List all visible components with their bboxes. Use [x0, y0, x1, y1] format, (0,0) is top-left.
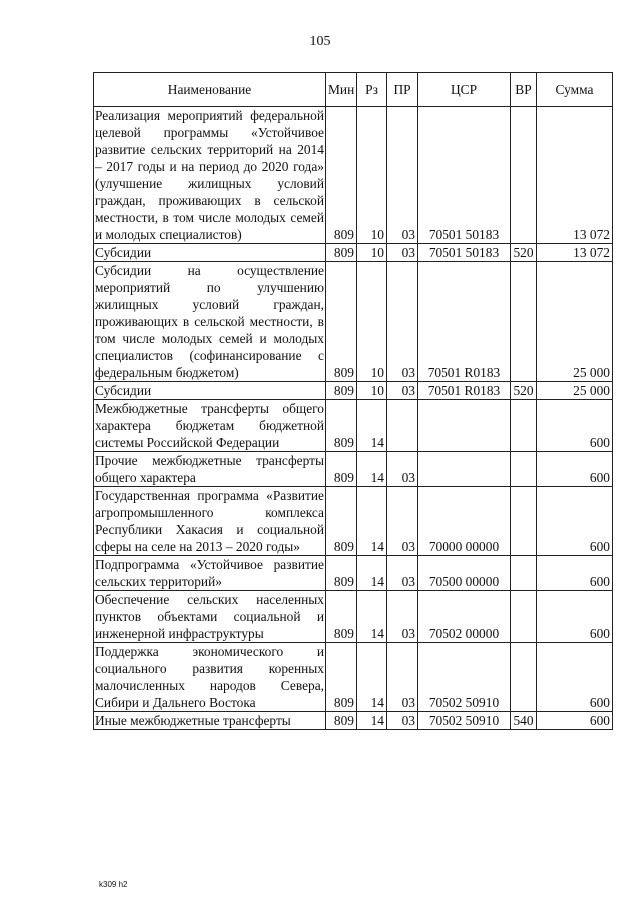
row-min: 809 — [326, 487, 357, 556]
row-vr — [511, 400, 537, 452]
row-vr — [511, 556, 537, 591]
row-min: 809 — [326, 262, 357, 382]
row-rz: 10 — [357, 107, 387, 244]
row-csr: 70500 00000 — [418, 556, 511, 591]
row-name: Поддержка экономического и социального развития коренных малочисленных народов Севера, Сибири и Дальнего Востока — [95, 644, 324, 710]
row-rz: 14 — [357, 556, 387, 591]
row-pr: 03 — [387, 591, 418, 643]
row-rz: 14 — [357, 591, 387, 643]
row-sum: 600 — [537, 643, 613, 712]
row-csr: 70501 50183 — [418, 244, 511, 262]
table-row — [94, 262, 613, 382]
table-row — [94, 591, 613, 643]
table-row — [94, 643, 613, 712]
row-min: 809 — [326, 712, 357, 730]
row-sum: 13 072 — [537, 107, 613, 244]
column-header-sum: Сумма — [537, 73, 613, 107]
row-name: Субсидии — [94, 244, 326, 262]
row-name: Обеспечение сельских населенных пунктов объектами социальной и инженерной инфраструктуры — [95, 592, 324, 641]
row-name: Прочие межбюджетные трансферты общего характера — [95, 453, 324, 485]
row-vr — [511, 487, 537, 556]
row-sum: 25 000 — [537, 382, 613, 400]
row-rz: 14 — [357, 643, 387, 712]
row-min: 809 — [326, 382, 357, 400]
row-vr — [511, 107, 537, 244]
row-name: Подпрограмма «Устойчивое развитие сельских территорий» — [95, 557, 324, 589]
row-csr: 70502 00000 — [418, 591, 511, 643]
row-vr — [511, 262, 537, 382]
column-header-pr: ПР — [387, 73, 418, 107]
row-pr: 03 — [387, 244, 418, 262]
row-rz: 10 — [357, 244, 387, 262]
row-csr: 70501 50183 — [418, 107, 511, 244]
row-csr: 70502 50910 — [418, 712, 511, 730]
row-sum: 600 — [537, 400, 613, 452]
footer-code: k309 h2 — [99, 880, 128, 889]
row-pr: 03 — [387, 382, 418, 400]
row-csr: 70502 50910 — [418, 643, 511, 712]
row-min: 809 — [326, 591, 357, 643]
column-header-vr: ВР — [511, 73, 537, 107]
row-pr: 03 — [387, 487, 418, 556]
row-pr: 03 — [387, 556, 418, 591]
row-pr — [387, 400, 418, 452]
row-sum: 600 — [537, 556, 613, 591]
table-body — [94, 107, 613, 730]
table-row — [94, 107, 613, 244]
row-sum: 25 000 — [537, 262, 613, 382]
column-header-rz: Рз — [357, 73, 387, 107]
row-vr — [511, 591, 537, 643]
column-header-csr: ЦСР — [418, 73, 511, 107]
column-header-name: Наименование — [94, 73, 326, 107]
row-rz: 10 — [357, 382, 387, 400]
row-vr: 520 — [511, 382, 537, 400]
row-min: 809 — [326, 244, 357, 262]
row-sum: 600 — [537, 591, 613, 643]
row-vr: 520 — [511, 244, 537, 262]
row-csr — [418, 452, 511, 487]
table-row — [94, 556, 613, 591]
row-csr: 70501 R0183 — [418, 262, 511, 382]
row-vr — [511, 643, 537, 712]
row-vr — [511, 452, 537, 487]
row-pr: 03 — [387, 452, 418, 487]
row-csr: 70000 00000 — [418, 487, 511, 556]
row-name: Субсидии на осуществление мероприятий по улучшению жилищных условий граждан, проживающих в сельской местности, в том числе молодых семей и молодых специалистов (софинансирование с федеральным бюджетом) — [95, 263, 324, 380]
row-rz: 14 — [357, 487, 387, 556]
row-rz: 10 — [357, 262, 387, 382]
row-csr — [418, 400, 511, 452]
row-min: 809 — [326, 400, 357, 452]
row-rz: 14 — [357, 712, 387, 730]
budget-table — [93, 72, 613, 730]
row-sum: 600 — [537, 712, 613, 730]
row-min: 809 — [326, 643, 357, 712]
row-csr: 70501 R0183 — [418, 382, 511, 400]
table-row — [94, 712, 613, 730]
row-vr: 540 — [511, 712, 537, 730]
row-name: Межбюджетные трансферты общего характера бюджетам бюджетной системы Российской Федерации — [95, 401, 324, 450]
row-name: Реализация мероприятий федеральной целевой программы «Устойчивое развитие сельских территорий на 2014 – 2017 годы и на период до 2020 года» (улучшение жилищных условий граждан, проживающих в сельской местности, в том числе молодых семей и молодых специалистов) — [95, 108, 324, 242]
row-name: Государственная программа «Развитие агропромышленного комплекса Республики Хакасия и социальной сферы на селе на 2013 – 2020 годы» — [95, 488, 324, 554]
row-rz: 14 — [357, 400, 387, 452]
table-row — [94, 487, 613, 556]
table-row — [94, 244, 613, 262]
row-rz: 14 — [357, 452, 387, 487]
table-row — [94, 400, 613, 452]
table-row — [94, 382, 613, 400]
table-header-row — [94, 73, 613, 107]
table-row — [94, 452, 613, 487]
row-name: Иные межбюджетные трансферты — [94, 712, 326, 730]
row-pr: 03 — [387, 712, 418, 730]
row-pr: 03 — [387, 107, 418, 244]
row-sum: 600 — [537, 452, 613, 487]
row-pr: 03 — [387, 262, 418, 382]
row-min: 809 — [326, 107, 357, 244]
column-header-min: Мин — [326, 73, 357, 107]
row-pr: 03 — [387, 643, 418, 712]
page-number: 105 — [309, 34, 331, 49]
row-sum: 600 — [537, 487, 613, 556]
row-name: Субсидии — [94, 382, 326, 400]
row-min: 809 — [326, 556, 357, 591]
row-min: 809 — [326, 452, 357, 487]
row-sum: 13 072 — [537, 244, 613, 262]
